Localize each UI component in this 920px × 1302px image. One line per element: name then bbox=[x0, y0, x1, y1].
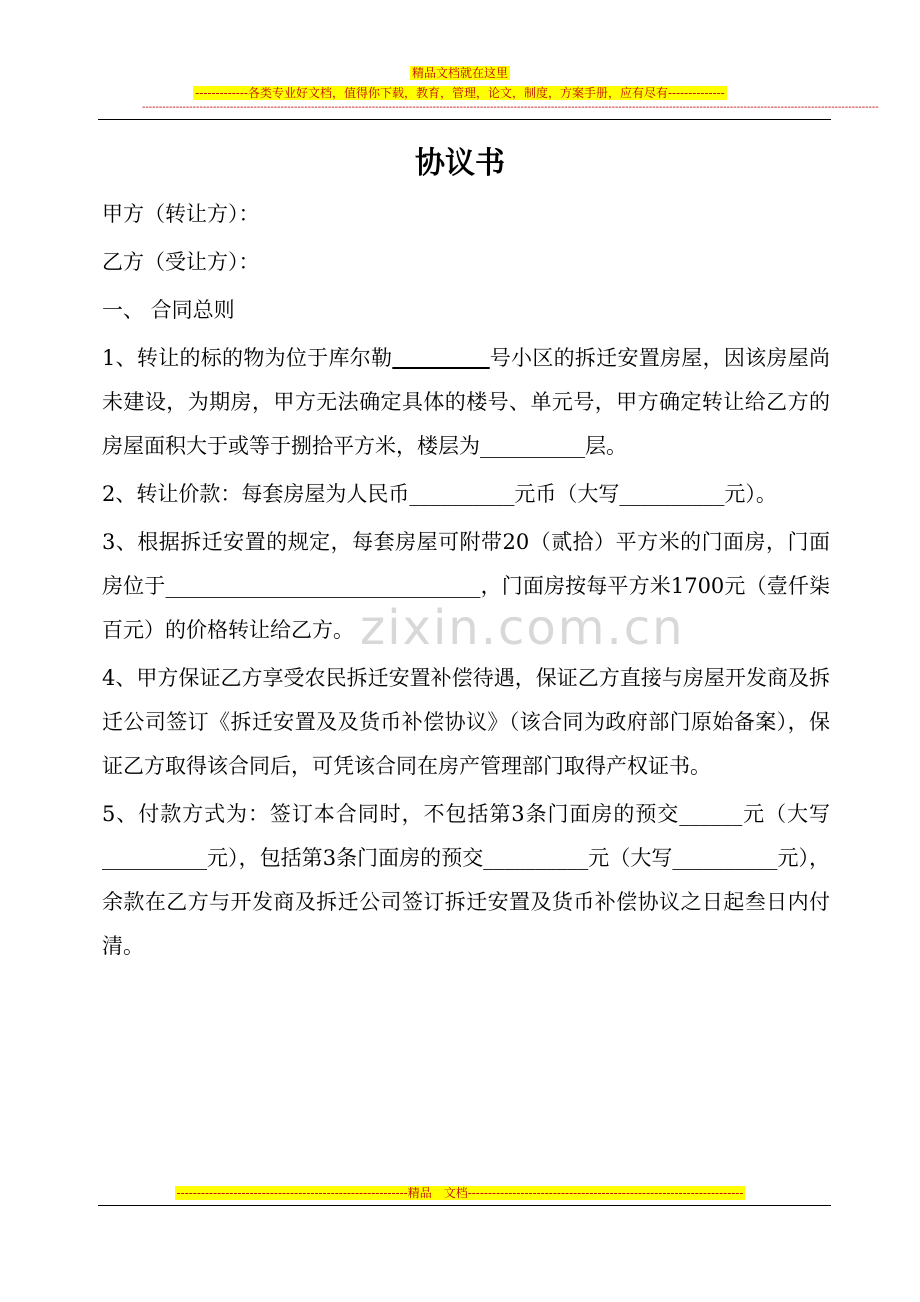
footer-rule bbox=[98, 1205, 831, 1206]
document-body bbox=[102, 192, 830, 968]
blank-field: ______ bbox=[679, 802, 743, 826]
watermark: zixin.com.cn bbox=[360, 600, 685, 656]
blank-field: __________ bbox=[480, 434, 585, 458]
header-title-text: 精品文档就在这里 bbox=[411, 66, 508, 80]
clause-1: 1、转让的标的物为位于库尔勒 号小区的拆迁安置房屋，因该房屋尚未建设，为期房，甲方无法确定具体的楼号、单元号，甲方确定转让给乙方的房屋面积大于或等于捌拾平方米，楼层为__________层。 bbox=[102, 346, 830, 458]
footer-text: ---------------------------------------------------------精品 文档-------------------------------------------------------------------- bbox=[176, 1186, 744, 1200]
blank-field: __________ bbox=[483, 846, 589, 870]
section-heading: 一、 合同总则 bbox=[102, 298, 235, 322]
clause-5: 5、付款方式为：签订本合同时，不包括第3条门面房的预交______元（大写__________元），包括第3条门面房的预交__________元（大写__________元），余款在乙方与开发商及拆迁公司签订拆迁安置及货币补偿协议之日起叁日内付清。 bbox=[102, 802, 831, 958]
document-title: 协议书 bbox=[415, 146, 505, 181]
header-banner-tagline bbox=[0, 86, 920, 100]
blank-field: __________ bbox=[102, 846, 207, 870]
header-dash-line: -------------------------------------------------------------------------------------------------------------------------------------------------------------------------------------------------------------------------- bbox=[142, 102, 879, 113]
clause-4: 4、甲方保证乙方享受农民拆迁安置补偿待遇，保证乙方直接与房屋开发商及拆迁公司签订《拆迁安置及及货币补偿协议》（该合同为政府部门原始备案），保证乙方取得该合同后，可凭该合同在房产管理部门取得产权证书。 bbox=[102, 666, 830, 778]
footer-banner bbox=[0, 1186, 920, 1200]
blank-field: __________ bbox=[619, 482, 725, 506]
clause-3: 3、根据拆迁安置的规定，每套房屋可附带20（贰拾）平方米的门面房，门面房位于______________________________，门面房按每平方米1700元（壹仟柒百元）的价格转让给乙方。 bbox=[102, 530, 831, 642]
blank-field bbox=[392, 346, 489, 370]
blank-field: __________ bbox=[672, 846, 778, 870]
blank-field: ______________________________ bbox=[165, 574, 481, 598]
header-banner-title bbox=[0, 66, 920, 80]
party-b-line: 乙方（受让方）： bbox=[102, 250, 260, 274]
blank-field: __________ bbox=[409, 482, 515, 506]
header-tagline-text: -------------各类专业好文档，值得你下载，教育，管理，论文，制度，方案手册，应有尽有-------------- bbox=[195, 86, 725, 100]
header-rule bbox=[98, 119, 831, 120]
party-a-line: 甲方（转让方）： bbox=[102, 202, 260, 226]
clause-2: 2、转让价款：每套房屋为人民币__________元币（大写__________元）。 bbox=[102, 482, 777, 506]
